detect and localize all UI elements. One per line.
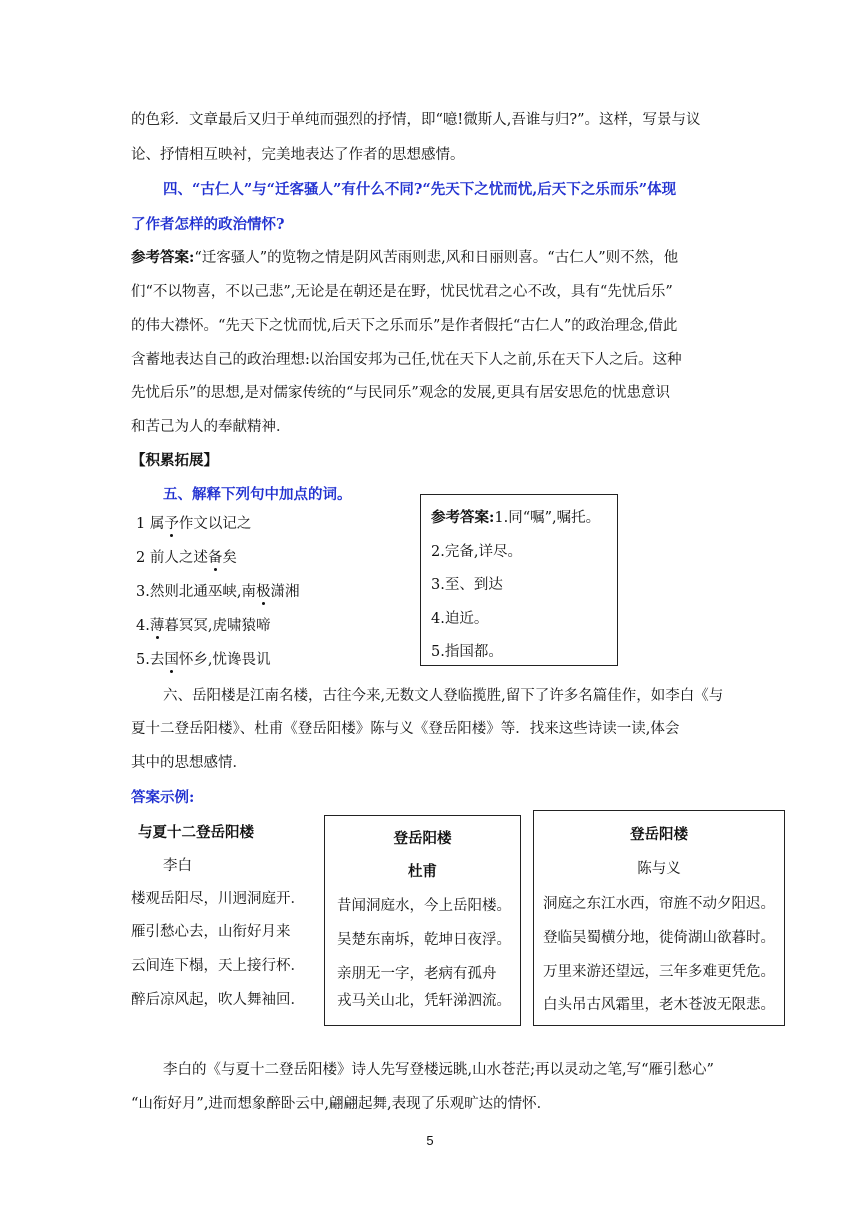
question-6-text: 其中的思想感情． (131, 755, 247, 771)
dotted-word: 极 (255, 584, 271, 600)
poem-line: 戎马关山北，凭轩涕泗流。 (337, 993, 511, 1009)
intro-line: 论、抒情相互映衬，完美地表达了作者的思想感情。 (131, 147, 465, 163)
dotted-word: 予 (164, 516, 179, 532)
word-item: 2 前人之述备矣 (136, 550, 237, 566)
poem-author: 陈与义 (637, 861, 681, 877)
answer-line: 2.完备,详尽。 (431, 544, 522, 560)
dotted-word: 备 (207, 550, 223, 566)
dotted-word: 国 (164, 652, 179, 668)
poem-line: 楼观岳阳尽，川迥洞庭开． (131, 891, 305, 907)
answer-line: 先忧后乐”的思想,是对儒家传统的“与民同乐”观念的发展,更具有居安思危的忧患意识 (131, 385, 670, 401)
example-label: 答案示例: (131, 789, 195, 806)
intro-line: 的色彩．文章最后又归于单纯而强烈的抒情，即“噫!微斯人,吾谁与归?”。这样，写景与议 (131, 112, 701, 128)
answer-line: 含蓄地表达自己的政治理想:以治国安邦为己任,忧在天下人之前,乐在天下人之后。这种 (131, 352, 682, 368)
poem-line: 登临吴蜀横分地，徙倚湖山欲暮时。 (543, 930, 775, 946)
answer-label: 参考答案: (431, 509, 495, 526)
answer-line: 的伟大襟怀。“先天下之忧而忧,后天下之乐而乐”是作者假托“古仁人”的政治理念,借此 (131, 318, 678, 334)
answer-text: “迁客骚人”的览物之情是阴风苦雨则悲,风和日丽则喜。“古仁人”则不然，他 (194, 250, 679, 266)
poem-title: 登岳阳楼 (393, 830, 452, 847)
word-item: 3.然则北通巫峡,南极潇湘 (136, 584, 300, 600)
section-header: 【积累拓展】 (131, 452, 218, 469)
poem-line: 洞庭之东江水西，帘旌不动夕阳迟。 (543, 896, 775, 912)
poem-line: 雁引愁心去，山衔好月来 (131, 924, 291, 940)
poem-author: 李白 (163, 858, 192, 874)
word-item: 4.薄暮冥冥,虎啸猿啼 (136, 618, 271, 634)
question-6-text: 夏十二登岳阳楼》、杜甫《登岳阳楼》陈与义《登岳阳楼》等．找来这些诗读一读,体会 (131, 721, 680, 737)
poem-author: 杜甫 (408, 863, 437, 880)
poem-line: 吴楚东南坼，乾坤日夜浮。 (337, 932, 511, 948)
word-item: 5.去国怀乡,忧谗畏讥 (136, 652, 271, 668)
poem-dufu-box (324, 815, 521, 1026)
answer-line: 5.指国都。 (431, 644, 503, 660)
poem-title: 登岳阳楼 (630, 826, 688, 843)
question-5-title: 五、解释下列句中加点的词。 (163, 486, 352, 503)
question-4-title: 了作者怎样的政治情怀? (131, 216, 285, 233)
question-5-answer-box (420, 494, 618, 666)
analysis-line: 李白的《与夏十二登岳阳楼》诗人先写登楼远眺,山水苍茫;再以灵动之笔,写“雁引愁心” (163, 1062, 714, 1078)
poem-line: 白头吊古风霜里，老木苍波无限悲。 (543, 997, 775, 1013)
poem-line: 亲朋无一字，老病有孤舟 (337, 966, 497, 982)
poem-line: 醉后凉风起，吹人舞袖回． (131, 992, 305, 1008)
answer-line: 参考答案:1.同“嘱”,嘱托。 (431, 509, 601, 526)
question-6-text: 六、岳阳楼是江南名楼，古往今来,无数文人登临揽胜,留下了许多名篇佳作，如李白《与 (163, 688, 724, 704)
answer-line: 们“不以物喜，不以己悲”,无论是在朝还是在野，忧民忧君之心不改，具有“先忧后乐” (131, 284, 673, 300)
answer-label: 参考答案: (131, 249, 195, 266)
answer-line: 4.迫近。 (431, 611, 489, 627)
page-number: 5 (426, 1133, 434, 1148)
question-4-answer (131, 248, 678, 268)
poem-line: 万里来游还望远，三年多难更凭危。 (543, 964, 775, 980)
dotted-word: 薄 (149, 618, 165, 634)
answer-line: 3.至、到达 (431, 577, 503, 593)
poem-line: 昔闻洞庭水，今上岳阳楼。 (337, 898, 511, 914)
answer-line: 和苦己为人的奉献精神． (131, 419, 291, 435)
word-item: 1 属予作文以记之 (136, 516, 252, 532)
question-4-title: 四、“古仁人”与“迁客骚人”有什么不同?“先天下之忧而忧,后天下之乐而乐”体现 (163, 181, 677, 198)
poem-chenyuyi-box (533, 810, 785, 1026)
poem-line: 云间连下榻，天上接行杯． (131, 958, 305, 974)
poem-title: 与夏十二登岳阳楼 (138, 824, 254, 841)
analysis-line: “山衔好月”,进而想象醉卧云中,翩翩起舞,表现了乐观旷达的情怀． (131, 1096, 552, 1112)
